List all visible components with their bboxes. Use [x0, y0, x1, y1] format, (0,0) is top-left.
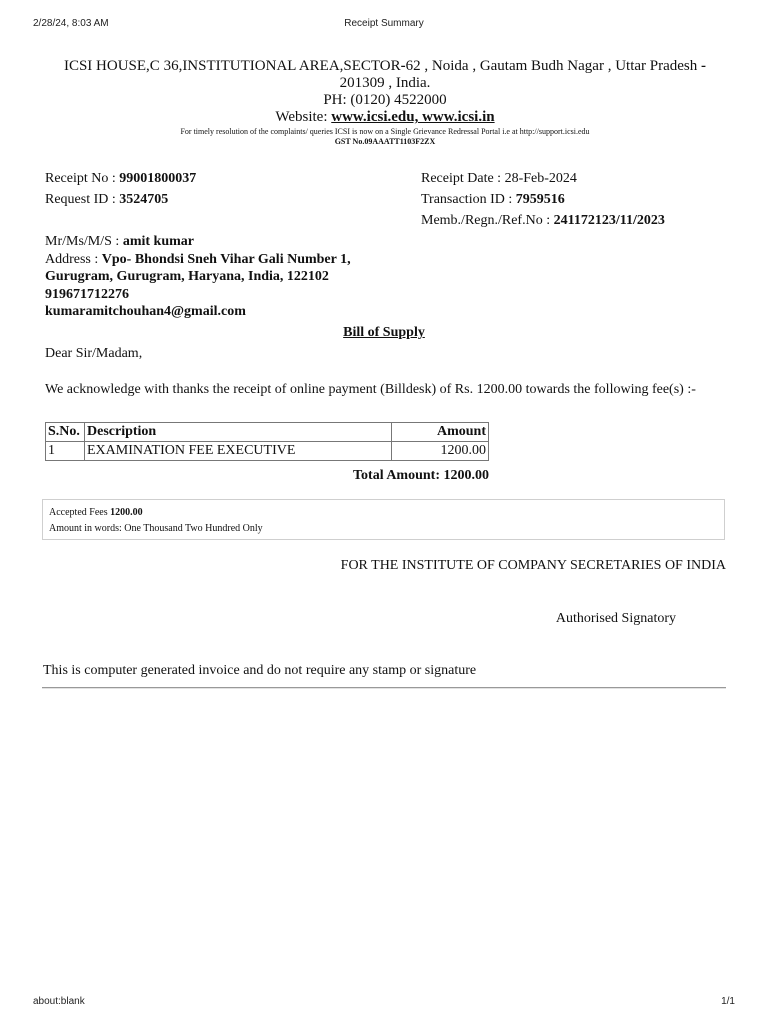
fees-table-header [46, 423, 489, 442]
divider [42, 687, 726, 689]
print-page-number: 1/1 [721, 996, 735, 1007]
payer-details [45, 233, 351, 321]
total-amount [45, 468, 489, 484]
receipt-no-row [45, 168, 196, 189]
grievance-note: For timely resolution of the complaints/ queries ICSI is now on a Single Grievance Redressal Portal i.e at http://support.icsi.edu [180, 127, 590, 136]
institute-line: FOR THE INSTITUTE OF COMPANY SECRETARIES OF INDIA [340, 558, 726, 573]
receipt-date-label: Receipt Date : [421, 171, 505, 186]
payer-name-row [45, 233, 351, 251]
org-website [42, 109, 728, 126]
receipt-info-left [45, 168, 196, 210]
payer-address-label: Address : [45, 251, 102, 267]
print-url: about:blank [33, 996, 85, 1007]
transaction-id-label: Transaction ID : [421, 192, 516, 207]
org-address-line2: 201309 , India. [339, 75, 431, 91]
membership-no-label: Memb./Regn./Ref.No : [421, 213, 554, 228]
organization-header [42, 58, 728, 147]
salutation: Dear Sir/Madam, [45, 346, 143, 361]
transaction-id-value: 7959516 [515, 192, 565, 207]
gst-number: GST No.09AAATT1103F2ZX [334, 137, 436, 146]
accepted-fees-row [49, 505, 718, 521]
total-label: Total Amount: [352, 468, 444, 483]
org-address-dash1: - [400, 58, 406, 74]
print-title: Receipt Summary [344, 18, 424, 29]
accepted-fees-box [42, 499, 725, 540]
payer-phone-row [45, 286, 351, 304]
total-value: 1200.00 [443, 468, 489, 483]
accepted-fees-value: 1200.00 [110, 507, 143, 518]
table-row [46, 442, 489, 461]
membership-no-row [421, 210, 665, 231]
print-header [0, 18, 768, 32]
row-description: EXAMINATION FEE EXECUTIVE [85, 442, 392, 461]
payer-address-line2: Gurugram, Gurugram, Haryana, India, 122102 [45, 269, 329, 284]
accepted-fees-label: Accepted Fees [49, 507, 111, 518]
website-label: Website: [275, 109, 332, 125]
receipt-date-row [421, 168, 665, 189]
row-sno: 1 [46, 442, 85, 461]
payer-name-label: Mr/Ms/M/S : [45, 234, 123, 249]
request-id-label: Request ID : [45, 192, 120, 207]
transaction-id-row [421, 189, 665, 210]
payer-address-line1: Vpo- Bhondsi Sneh Vihar Gali Number 1, [101, 251, 351, 267]
header-amount: Amount [392, 423, 489, 442]
payer-email-row [45, 303, 351, 321]
org-address-part2: 62 , Noida , Gautam Budh Nagar , Uttar Pradesh [405, 58, 702, 74]
request-id-value: 3524705 [119, 192, 169, 207]
row-amount: 1200.00 [392, 442, 489, 461]
authorised-signatory: Authorised Signatory [555, 611, 676, 626]
website-links[interactable]: www.icsi.edu, www.icsi.in [331, 109, 495, 125]
acknowledgement-text: We acknowledge with thanks the receipt of online payment (Billdesk) of Rs. 1200.00 towards the following fee(s) :- [45, 382, 696, 397]
print-footer [0, 996, 768, 1010]
org-address-dash2: - [701, 58, 707, 74]
org-phone: PH: (0120) 4522000 [323, 92, 447, 108]
amount-in-words: Amount in words: One Thousand Two Hundred Only [49, 523, 263, 534]
receipt-no-value: 99001800037 [119, 171, 197, 186]
payer-address-row [45, 251, 351, 269]
header-description: Description [85, 423, 392, 442]
payer-address-line2-row [45, 268, 351, 286]
org-address-line1 [42, 58, 728, 75]
receipt-no-label: Receipt No : [45, 171, 120, 186]
org-address-part1: ICSI HOUSE,C 36,INSTITUTIONAL AREA,SECTOR [63, 58, 401, 74]
receipt-info-right [421, 168, 665, 231]
membership-no-value: 241172123/11/2023 [553, 213, 665, 228]
payer-name: amit kumar [122, 234, 194, 249]
header-sno: S.No. [46, 423, 85, 442]
print-datetime: 2/28/24, 8:03 AM [33, 18, 109, 29]
receipt-date-value: 28-Feb-2024 [504, 171, 577, 186]
bill-title: Bill of Supply [343, 325, 425, 340]
fees-table [45, 422, 489, 461]
computer-generated-note: This is computer generated invoice and do not require any stamp or signature [43, 663, 477, 678]
request-id-row [45, 189, 196, 210]
payer-phone: 919671712276 [45, 286, 129, 302]
bill-title-row [0, 325, 768, 341]
payer-email: kumaramitchouhan4@gmail.com [45, 304, 246, 319]
